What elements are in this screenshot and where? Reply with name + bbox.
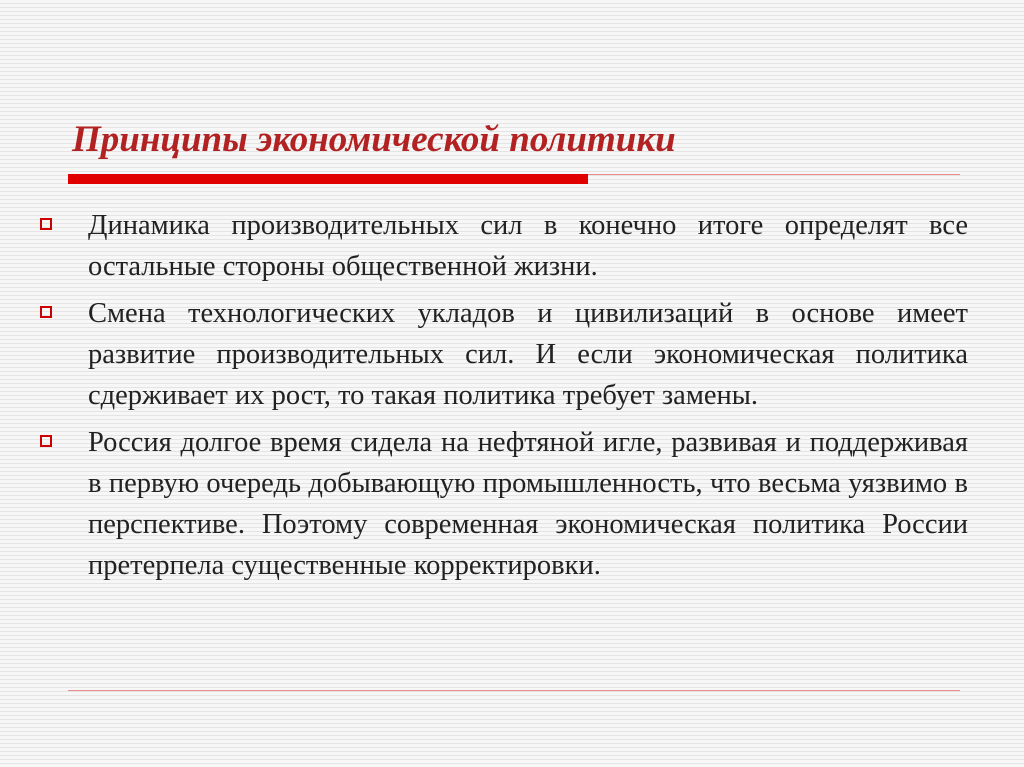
- title-underline-thin: [588, 174, 960, 175]
- bullet-text: Россия долгое время сидела на нефтяной игле, развивая и поддерживая в первую очередь добывающую промышленность, что весьма уязвимо в перспективе. Поэтому современная экономическая политика России претерпела существенные корректировки.: [88, 427, 968, 581]
- bullet-list: [36, 205, 968, 592]
- hollow-square-icon: [40, 435, 52, 447]
- bullet-item-3: [36, 422, 968, 586]
- bullet-text: Смена технологических укладов и цивилизаций в основе имеет развитие производительных сил. И если экономическая политика сдерживает их рост, то такая политика требует замены.: [88, 298, 968, 411]
- footer-rule: [68, 690, 960, 691]
- title-underline-thick: [68, 174, 588, 184]
- bullet-text: Динамика производительных сил в конечно итоге определят все остальные стороны общественной жизни.: [88, 210, 968, 282]
- bullet-item-2: [36, 293, 968, 416]
- hollow-square-icon: [40, 218, 52, 230]
- slide-title: Принципы экономической политики: [72, 119, 676, 160]
- hollow-square-icon: [40, 306, 52, 318]
- bullet-item-1: [36, 205, 968, 287]
